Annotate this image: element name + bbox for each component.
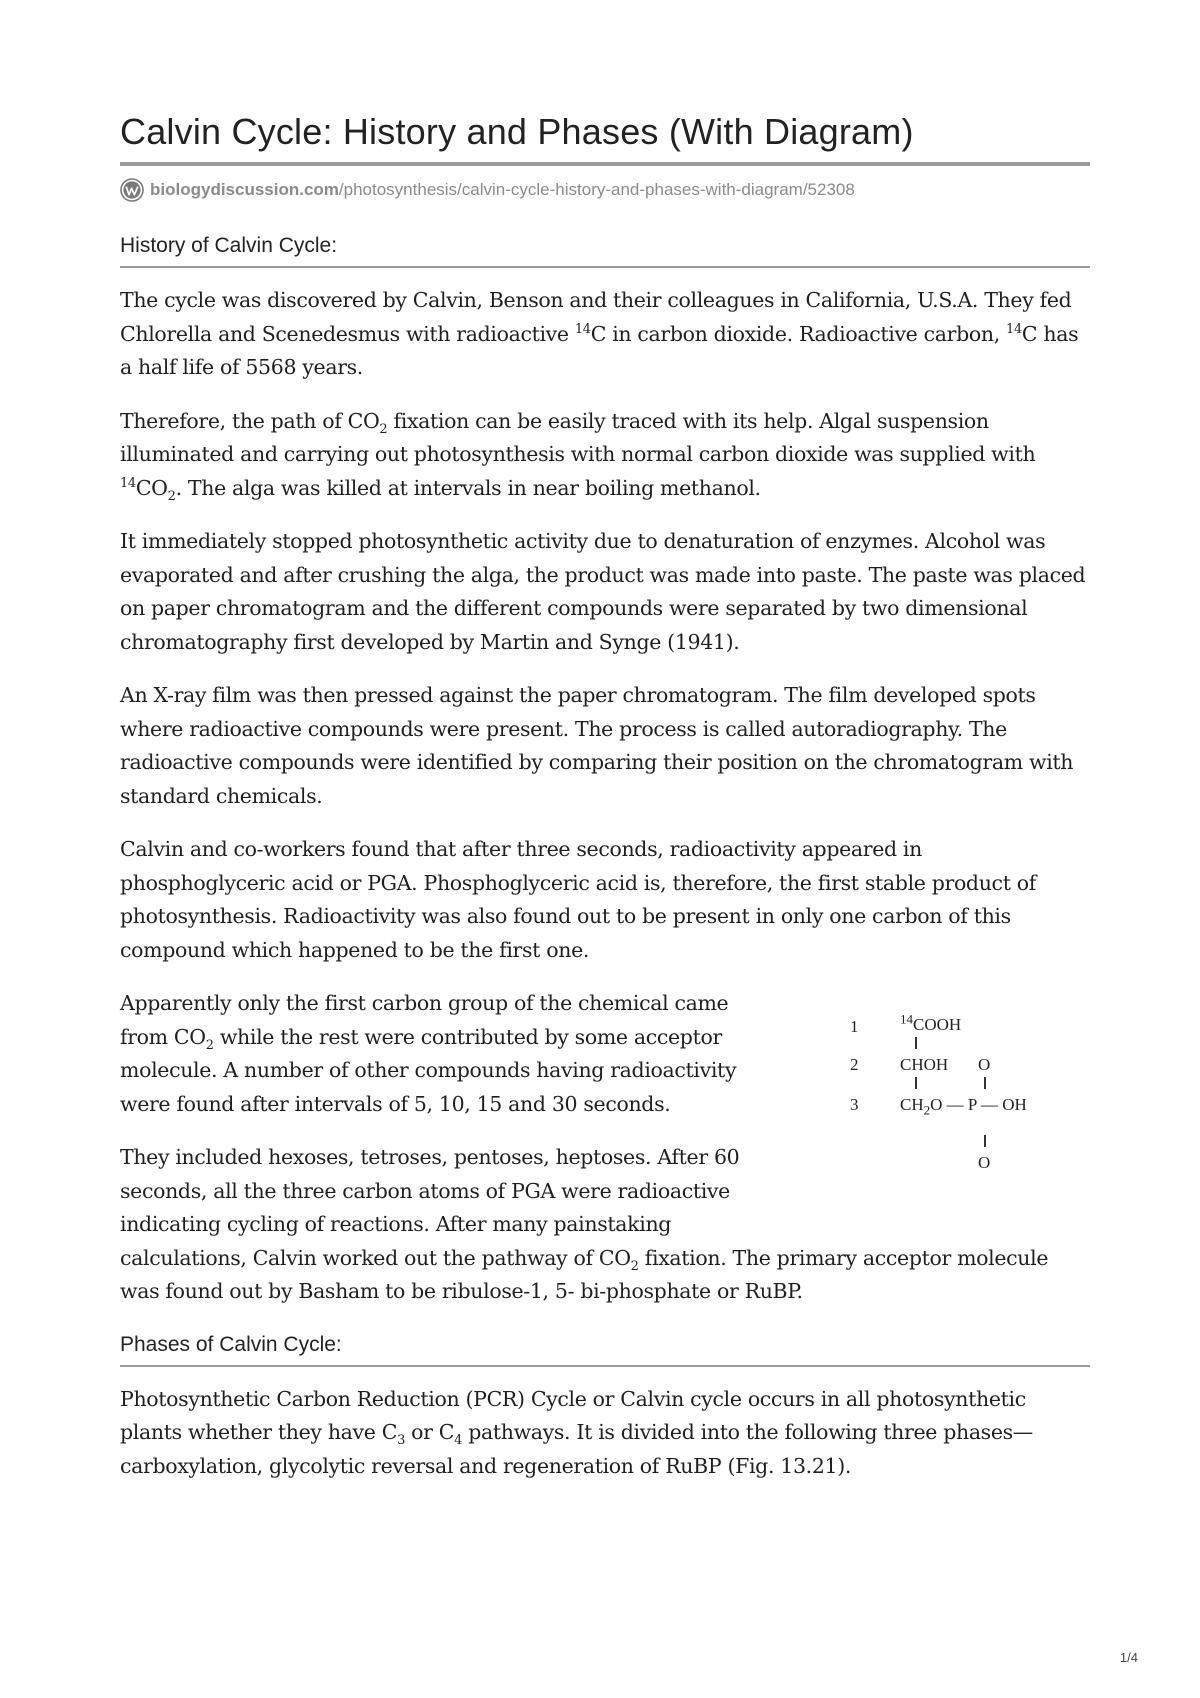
paragraph-history-4: An X-ray film was then pressed against the paper chromatogram. The film developed spots where radioactive compounds were present. The process is called autoradiography. The radioactive compounds were identified by comparing their position on the chromatogram with standard chemicals.: [120, 683, 1074, 808]
paragraph-history-7: They included hexoses, tetroses, pentoses, heptoses. After 60 seconds, all the three carbon atoms of PGA were radioactive indicating cycling of reactions. After many painstaking calculations, Calvin worked out the pathway of $CO_2$ fixation. The primary acceptor molecule was found out by Basham to be ribulose-1, 5- bi-phosphate or RuBP.: [120, 1145, 1049, 1303]
section-heading-history: History of Calvin Cycle:: [120, 232, 1090, 268]
pga-structural-formula: [850, 1007, 1080, 1187]
paragraph-history-6: Apparently only the first carbon group of the chemical came from $CO_2$ while the rest were contributed by some acceptor molecule. A number of other compounds having radioactivity were found after intervals of 5, 10, 15 and 30 seconds.: [120, 991, 737, 1116]
paragraph-phases-1: Photosynthetic Carbon Reduction (PCR) Cycle or Calvin cycle occurs in all photosynthetic plants whether they have $C_3$ or $C_4$ pathways. It is divided into the following three phases—carboxylation, glycolytic reversal and regeneration of RuBP (Fig. 13.21).: [120, 1386, 1033, 1478]
formula-row-o-bottom: O: [978, 1153, 991, 1172]
formula-row-ch2o: $CH_2O$ — P — OH: [900, 1095, 1027, 1118]
formula-row-o-top: O: [978, 1055, 991, 1074]
page-number: 1/4: [1119, 1650, 1138, 1665]
carbon-number-1: 1: [850, 1017, 859, 1036]
carbon-number-3: 3: [850, 1095, 859, 1114]
formula-row-choh: CHOH: [900, 1055, 949, 1074]
paragraph-history-1: The cycle was discovered by Calvin, Benson and their colleagues in California, U.S.A. They fed Chlorella and Scenedesmus with radioactive $^{14}$C in carbon dioxide. Radioactive carbon, $^{14}$C has a half life of 5568 years.: [120, 288, 1079, 379]
paragraph-history-2: Therefore, the path of $CO_2$ fixation can be easily traced with its help. Algal suspension illuminated and carrying out photosynthesis with normal carbon dioxide was supplied with $^{14}CO_2$. The alga was killed at intervals in near boiling methanol.: [120, 408, 1036, 504]
wordpress-icon: [120, 178, 144, 202]
paragraph-with-formula: [120, 987, 1090, 1309]
paragraph-history-3: It immediately stopped photosynthetic activity due to denaturation of enzymes. Alcohol was evaporated and after crushing the alga, the product was made into paste. The paste was placed on paper chromatogram and the different compounds were separated by two dimensional chromatography first developed by Martin and Synge (1941).: [120, 529, 1086, 654]
source-path[interactable]: /photosynthesis/calvin-cycle-history-and-phases-with-diagram/52308: [338, 180, 855, 199]
page-title: Calvin Cycle: History and Phases (With Diagram): [120, 110, 1090, 166]
carbon-number-2: 2: [850, 1055, 859, 1074]
document-page: [120, 110, 1090, 1483]
section-heading-phases: Phases of Calvin Cycle:: [120, 1331, 1090, 1367]
formula-row-cooh: $^{14}$COOH: [900, 1011, 962, 1034]
source-domain[interactable]: biologydiscussion.com: [150, 180, 339, 199]
paragraph-history-5: Calvin and co-workers found that after three seconds, radioactivity appeared in phosphoglyceric acid or PGA. Phosphoglyceric acid is, therefore, the first stable product of photosynthesis. Radioactivity was also found out to be present in only one carbon of this compound which happened to be the first one.: [120, 837, 1036, 962]
source-line: [120, 176, 1090, 204]
